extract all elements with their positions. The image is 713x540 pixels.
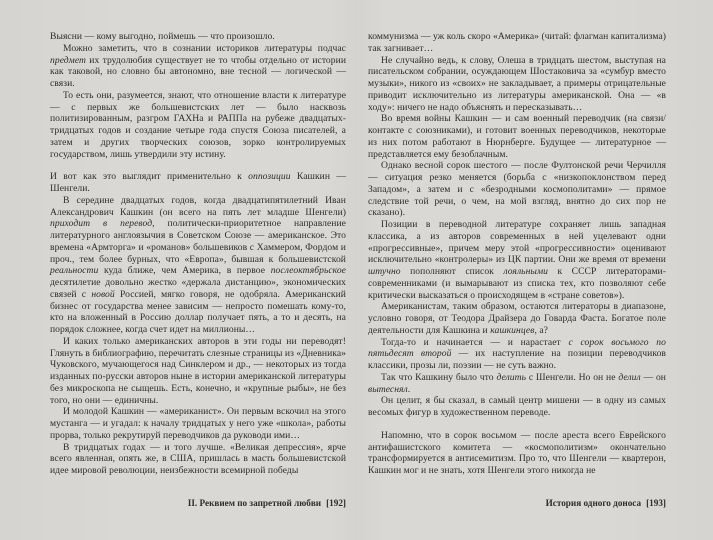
italic-text-segment: оппозиции: [248, 171, 291, 183]
text-segment: Напомню, что в сорок восьмом — после ареста всего Еврейского антифашистского комитета — «космополитизм» окончательно трансформируется в антисемитизм. Про то, что Шенгели — квартерон, Кашкин мог и не знать, хотя Шенгели этого никогда не: [368, 429, 666, 476]
text-segment: к СССР литераторами-современниками (и вымарывают из списка тех, кто позволяют себе критически высказаться о происходящем в «стране советов»).: [368, 266, 666, 301]
text-segment: куда ближе, чем Америка, в первое: [98, 265, 271, 277]
italic-text-segment: реальности: [50, 265, 99, 277]
text-segment: Американистам, таким образом, остаются литераторы в диапазоне, условно говоря, от Теодора Драйзера до Говарда Фаста. Богатое поле деятельности для Кашкина и: [368, 301, 666, 336]
text-segment: — он: [640, 371, 666, 383]
paragraph: [368, 372, 666, 396]
text-segment: Кашкин — Шенгели.: [50, 171, 346, 194]
text-segment: В середине двадцатых годов, когда двадцатипятилетний Иван Александрович Кашкин (он всего на пять лет младше Шенгели): [50, 194, 346, 218]
left-page-footer: [188, 498, 346, 508]
text-segment: коммунизма — уж коль скоро «Америка» (читай: флагман капитализма) так загнивает…: [368, 31, 666, 54]
italic-text-segment: кашкинцев: [490, 324, 535, 336]
italic-text-segment: делить: [496, 371, 527, 383]
text-segment: Во время войны Кашкин — и сам военный переводчик (на связи/контакте с союзниками), и готовит военных переводчиков, некоторые из них потом работают в Нюрнберге. Будущее — литературное — представляется ему безоблачным.: [368, 113, 666, 160]
paragraph: [368, 301, 666, 336]
paragraph: [50, 336, 346, 407]
paragraph: [50, 31, 346, 43]
text-segment: их трудолюбия существует не то чтобы отдельно от истории как таковой, но словно бы автономно, вне тесной — логической — связи.: [50, 54, 346, 89]
right-page-number: [193]: [646, 498, 666, 508]
text-segment: И молодой Кашкин — «американист». Он первым вскочил на этого мустанга — и угадал: к началу тридцатых у него уже «школа», работы прорва, только рекрутируй переводчиков да руководи ими…: [50, 406, 346, 441]
text-segment: Тогда-то и начинается — и нарастает: [381, 336, 569, 348]
paragraph: [368, 395, 666, 419]
paragraph: [368, 430, 666, 477]
paragraph: [50, 90, 346, 161]
text-segment: И вот как это выглядит применительно к: [50, 171, 249, 183]
italic-text-segment: лояльными: [503, 266, 548, 277]
text-segment: пополняют список: [400, 266, 504, 277]
italic-text-segment: штучно: [368, 266, 401, 277]
italic-text-segment: послеоктябрьское: [270, 265, 346, 277]
text-segment: Можно заметить, что в сознании историков литературы подчас: [63, 42, 346, 54]
text-segment: с Шенгели. Но он не: [526, 371, 619, 383]
paragraph: [368, 219, 666, 301]
paragraph: [50, 406, 346, 441]
text-segment: Не случайно ведь, к слову, Олеша в тридцать шестом, выступая на писательском собрании, осуждающем Шостаковича за «сумбур вместо музыки», никого из «своих» не закладывает, а примеры отрицательные приводит исключительно из литературы американской. Она — «в ходу»: ничего не надо объяснять и пересказывать…: [368, 54, 666, 113]
right-running-title: История одного доноса: [545, 498, 642, 508]
paragraph: [50, 195, 346, 336]
italic-text-segment: предмет: [50, 54, 86, 66]
right-page-text: [368, 31, 666, 477]
italic-text-segment: с сорок восьмого по пятьдесят второй: [368, 336, 667, 360]
italic-text-segment: приходит в перевод: [50, 218, 153, 230]
italic-text-segment: вытеснял: [368, 383, 408, 395]
text-segment: .: [407, 383, 411, 395]
text-segment: Так что Кашкину было что: [381, 371, 497, 383]
text-segment: десятилетие довольно жестко «держала дистанцию», экономических связей с: [50, 277, 346, 300]
text-segment: И каких только американских авторов в эти годы ни переводят! Глянуть в библиографию, перечитать слезные страницы из «Дневника» Чуковского, мучающегося над Синклером и др., — некоторых из тогда изданных по-русски авторов ныне в истории американской литературы без микроскопа не сыщешь. Есть, конечно, и «крупные рыбы», не без того, но они — единичны.: [50, 335, 346, 406]
paragraph: [368, 337, 666, 372]
text-segment: Позиции в переводной литературе сохраняет лишь западная классика, а из авторов современных в ней уцелевают одни «прогрессивные», причем меру этой «прогрессивности» оценивают исключительно «контролеры» из ЦК партии. Они же время от времени: [368, 219, 666, 266]
paragraph: [50, 442, 346, 477]
text-segment: , а?: [534, 324, 548, 336]
text-segment: В тридцатых годах — и того лучше. «Великая депрессия», ярче всего явленная, опять же, в США, пришлась в масть большевистской идее мировой революции, неизбежности всемирной победы: [50, 441, 346, 476]
italic-text-segment: новой: [91, 288, 115, 300]
text-segment: Он целит, я бы сказал, в самый центр мишени — в одну из самых весомых фигур в художественном переводе.: [368, 395, 666, 418]
left-page-number: [192]: [326, 498, 346, 508]
text-segment: , политически-приоритетное направление литературного англоязычия в Советском Союзе — американское. Это времена «Армторга» и «романов» большевиков с Хаммером, Фордом и проч., тем более бурных, что «Европа», бывшая к большевистской: [50, 218, 346, 265]
paragraph: [50, 171, 346, 195]
text-segment: Выясни — кому выгодно, поймешь — что произошло.: [50, 31, 275, 42]
italic-text-segment: делил: [618, 371, 641, 383]
text-segment: Россией, мягко говоря, не одобряла. Американский бизнес от государства менее зависим — непросто помешать кому-то, кто на вложенный в Россию доллар получает пять, а то и десять, на порядок сложнее, когда счет идет на миллионы…: [50, 288, 346, 335]
paragraph: [368, 55, 666, 114]
text-segment: То есть они, разумеется, знают, что отношение власти к литературе — с первых же большевистских лет — было насквозь политизированным, разгром ГАХНа и РАППа на рубеже двадцатых-тридцатых годов и создание четыре года спустя Союза писателей, а затем и других творческих союзов, зорко контролируемых государством, лишь утвердили эту истину.: [50, 89, 346, 160]
text-segment: — их наступление на позиции переводчиков классики, прозы ли, поэзии — не суть важно.: [368, 348, 666, 371]
right-page-footer: [546, 498, 666, 508]
left-page: [50, 0, 346, 540]
paragraph: [50, 43, 346, 90]
text-segment: Однако весной сорок шестого — после Фултонской речи Черчилля — ситуация резко меняется (борьба с «низкопоклонством перед Западом», а затем и с «безродными космополитами» — прямое следствие той речи, о чем, на мой взгляд, внятно до сих пор не сказано).: [368, 160, 666, 219]
left-running-title: II. Реквием по запретной любви: [187, 498, 322, 508]
left-page-text: [50, 31, 346, 477]
paragraph: [368, 113, 666, 160]
right-page: [368, 0, 666, 540]
paragraph: [368, 160, 666, 219]
paragraph: [368, 31, 666, 55]
